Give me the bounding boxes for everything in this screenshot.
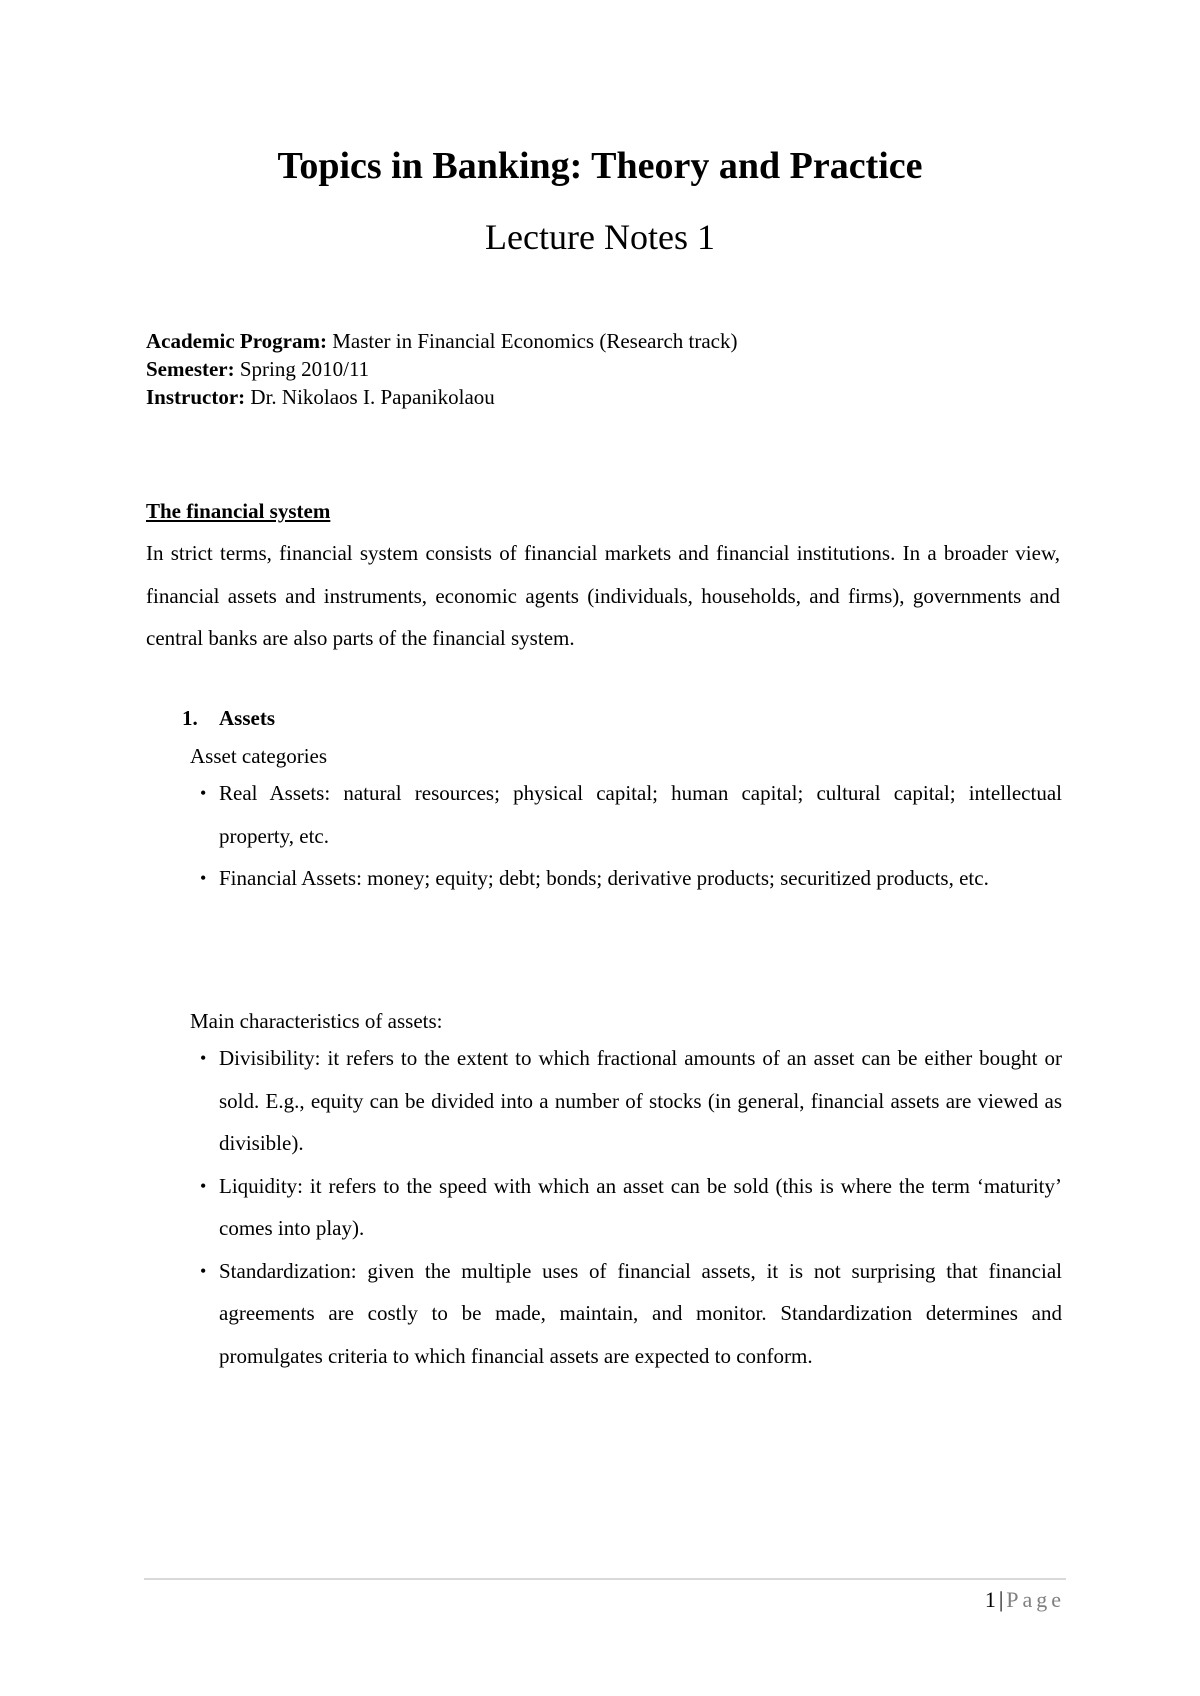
list-item [200, 772, 1062, 857]
list-item-text: Liquidity: it refers to the speed with which an asset can be sold (this is where the term ‘maturity’ comes into play). [219, 1173, 1062, 1240]
asset-characteristics-label: Main characteristics of assets: [190, 1009, 443, 1033]
list-item [200, 1165, 1062, 1250]
assets-heading-label: Assets [219, 706, 275, 730]
assets-heading-number: 1. [182, 706, 198, 730]
bullet-dot-icon: • [200, 1175, 207, 1196]
list-item [200, 857, 1062, 900]
assets-heading [182, 704, 275, 732]
instructor-value: Dr. Nikolaos I. Papanikolaou [245, 385, 495, 409]
program-label: Academic Program: [146, 329, 327, 353]
instructor-label: Instructor: [146, 385, 246, 409]
program-line [146, 327, 1046, 355]
bullet-dot-icon: • [200, 783, 207, 803]
page-footer [900, 1586, 1065, 1614]
program-value: Master in Financial Economics (Research track) [326, 329, 738, 353]
section-intro-paragraph: In strict terms, financial system consists of financial markets and financial institutions. In a broader view, financial assets and instruments, economic agents (individuals, households, and firms), governments and central banks are also parts of the financial system. [146, 541, 1060, 650]
bullet-dot-icon: • [200, 868, 207, 888]
section-heading: The financial system [146, 499, 331, 523]
list-item-text: Financial Assets: money; equity; debt; bonds; derivative products; securitized products, etc. [219, 866, 989, 890]
bullet-dot-icon: • [200, 1260, 207, 1281]
course-metadata [146, 327, 1046, 411]
footer-divider [144, 1578, 1066, 1580]
page-separator: | [998, 1587, 1004, 1612]
document-title: Topics in Banking: Theory and Practice [277, 145, 923, 187]
list-item-text: Standardization: given the multiple uses of financial assets, it is not surprising that financial agreements are costly to be made, maintain, and monitor. Standardization determines and promulgates criteria to which financial assets are expected to conform. [219, 1258, 1062, 1368]
semester-label: Semester: [146, 357, 235, 381]
list-item [200, 1250, 1062, 1378]
asset-categories-label: Asset categories [190, 744, 328, 768]
instructor-line [146, 383, 1046, 411]
semester-value: Spring 2010/11 [234, 357, 370, 381]
list-item [200, 1037, 1062, 1165]
page-label: Page [1006, 1587, 1065, 1612]
asset-characteristics-list [200, 1037, 1062, 1377]
asset-categories-list [200, 772, 1062, 900]
page-number: 1 [984, 1587, 996, 1612]
semester-line [146, 355, 1046, 383]
list-item-text: Divisibility: it refers to the extent to which fractional amounts of an asset can be either bought or sold. E.g., equity can be divided into a number of stocks (in general, financial assets are viewed as divisible). [219, 1046, 1062, 1155]
bullet-dot-icon: • [200, 1048, 207, 1068]
list-item-text: Real Assets: natural resources; physical capital; human capital; cultural capital; intellectual property, etc. [219, 781, 1062, 848]
document-subtitle: Lecture Notes 1 [485, 217, 715, 257]
